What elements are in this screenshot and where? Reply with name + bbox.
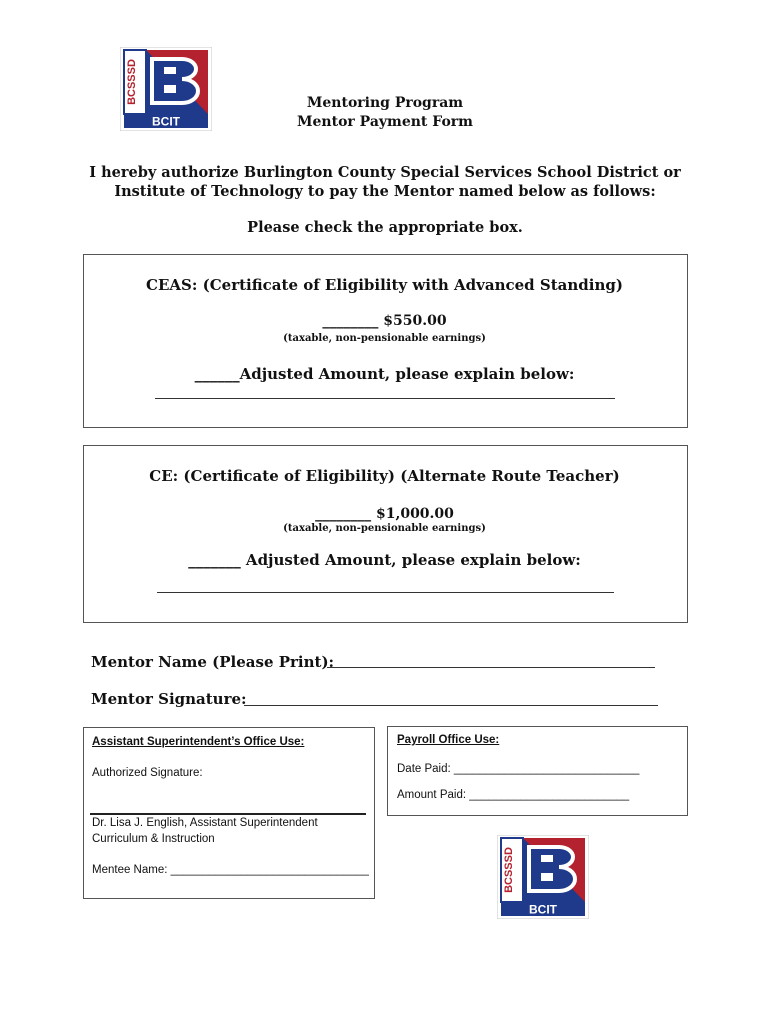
ceas-heading: CEAS: (Certificate of Eligibility with Advanced Standing) [146,276,623,294]
mentor-signature-field[interactable] [244,705,658,706]
program-title: Mentoring Program [306,95,464,111]
signer-department: Curriculum & Instruction [92,833,215,845]
logo-vertical-text: BCSSSD [126,59,138,105]
date-paid-field[interactable]: Date Paid: _____________________________ [397,763,640,775]
mentor-name-field[interactable] [327,667,655,668]
ce-heading: CE: (Certificate of Eligibility) (Alternate Route Teacher) [149,467,620,485]
signer-name: Dr. Lisa J. English, Assistant Superintendent [92,817,318,829]
logo-bottom-text: BCIT [529,902,557,917]
bcssd-bcit-logo-bottom [497,835,589,919]
authorization-line-2: Institute of Technology to pay the Mentor named below as follows: [114,183,656,200]
authorized-signature-line[interactable] [90,813,366,815]
authorized-signature-label: Authorized Signature: [92,767,203,779]
asst-office-title: Assistant Superintendent’s Office Use: [92,736,305,748]
logo-bottom-text: BCIT [152,114,180,129]
authorization-line-1: I hereby authorize Burlington County Special Services School District or [89,164,681,181]
mentee-name-field[interactable]: Mentee Name: _______________________________ [92,864,369,876]
instruction-text: Please check the appropriate box. [247,219,523,236]
payroll-office-title: Payroll Office Use: [397,734,500,746]
amount-paid-field[interactable]: Amount Paid: _________________________ [397,789,630,801]
ceas-taxable-note: (taxable, non-pensionable earnings) [283,333,486,344]
ce-explanation-line[interactable] [157,592,614,593]
form-title: Mentor Payment Form [297,114,473,130]
ceas-adjusted-amount-checkbox[interactable]: ______Adjusted Amount, please explain below: [194,365,575,383]
ce-amount-checkbox[interactable]: ________ $1,000.00 [315,506,454,522]
logo-vertical-text: BCSSSD [503,847,515,893]
ce-adjusted-amount-checkbox[interactable]: _______ Adjusted Amount, please explain below: [188,551,581,569]
ceas-amount-checkbox[interactable]: ________ $550.00 [322,313,447,329]
ce-taxable-note: (taxable, non-pensionable earnings) [283,523,486,534]
mentor-name-label: Mentor Name (Please Print): [91,653,335,671]
mentor-signature-label: Mentor Signature: [91,690,247,708]
ceas-explanation-line[interactable] [155,398,615,399]
